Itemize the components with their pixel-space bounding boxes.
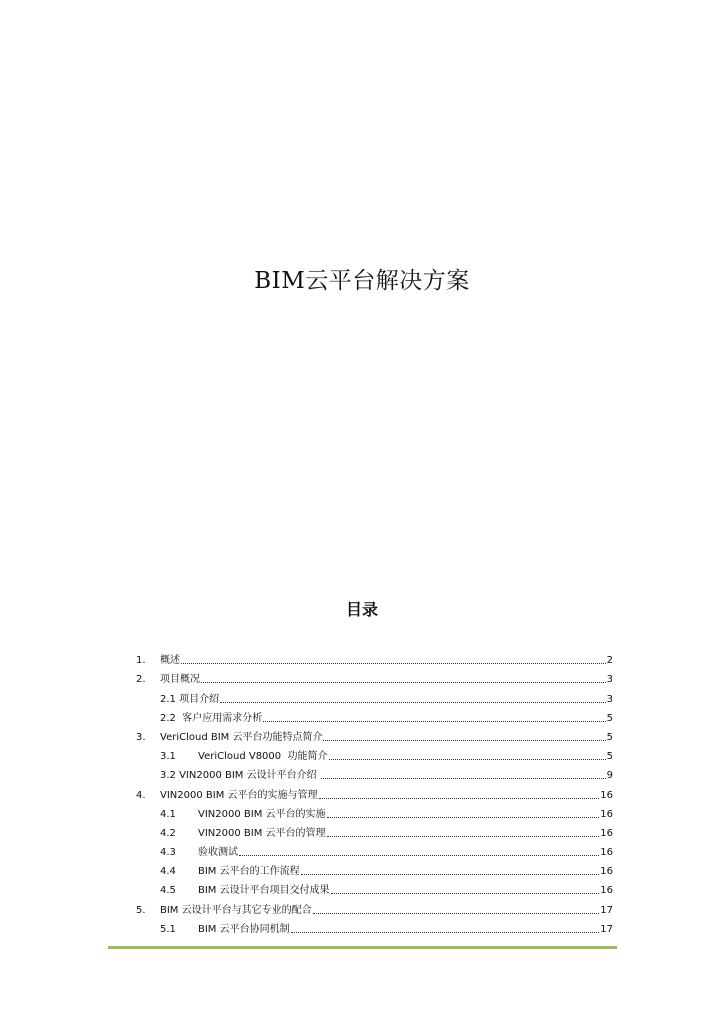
toc-entry-number: 4.5 (160, 885, 176, 897)
toc-entry[interactable] (136, 763, 613, 782)
toc-dot-leader (313, 912, 600, 914)
toc-entry-text: 2.2 客户应用需求分析 (160, 712, 263, 724)
toc-entry-page: 3 (606, 693, 613, 705)
toc-entry-text: VeriCloud V8000 功能简介 (198, 751, 328, 763)
toc-entry[interactable] (136, 725, 613, 744)
toc-entry-text: VIN2000 BIM 云平台的实施与管理 (160, 789, 318, 801)
toc-dot-leader (327, 835, 600, 837)
toc-dot-leader (301, 873, 600, 875)
toc-entry[interactable] (136, 706, 613, 725)
toc-entry-page: 17 (600, 904, 613, 916)
toc-entry-number: 3. (136, 731, 146, 743)
toc-dot-leader (220, 701, 606, 703)
document-title: BIM云平台解决方案 (254, 268, 470, 294)
toc-entry-page: 5 (606, 712, 613, 724)
toc-entry-text: 3.2 VIN2000 BIM 云设计平台介绍 (160, 770, 320, 782)
toc-dot-leader (201, 681, 606, 683)
toc-entry-number: 5. (136, 904, 146, 916)
toc-entry-page: 2 (606, 655, 613, 667)
toc-entry-page: 5 (606, 731, 613, 743)
toc-entry[interactable] (136, 667, 613, 686)
toc-entry-number: 2. (136, 674, 146, 686)
toc-dot-leader (323, 739, 605, 741)
toc-entry[interactable] (136, 782, 613, 801)
toc-entry[interactable] (136, 859, 613, 878)
toc-entry-text: VeriCloud BIM 云平台功能特点简介 (160, 731, 323, 743)
toc-dot-leader (327, 816, 600, 818)
toc-entry-text: BIM 云平台协同机制 (198, 923, 290, 935)
toc-entry-page: 16 (600, 808, 613, 820)
toc-entry-text: 项目概况 (160, 674, 200, 686)
toc-dot-leader (331, 892, 600, 894)
toc-entry-number: 4.4 (160, 866, 176, 878)
toc-entry[interactable] (136, 648, 613, 667)
toc-entry-number: 5.1 (160, 923, 176, 935)
toc-entry-number: 4.3 (160, 847, 176, 859)
toc-entry-page: 16 (600, 866, 613, 878)
toc-entry-text: 概述 (160, 655, 180, 667)
toc-entry[interactable] (136, 878, 613, 897)
toc-entry[interactable] (136, 917, 613, 936)
toc-entry-page: 3 (606, 674, 613, 686)
toc-entry-page: 17 (600, 923, 613, 935)
toc-entry[interactable] (136, 821, 613, 840)
toc-heading: 目录 (345, 600, 378, 619)
toc-entry[interactable] (136, 897, 613, 916)
toc-dot-leader (263, 720, 605, 722)
toc-entry[interactable] (136, 840, 613, 859)
toc-entry-page: 5 (606, 751, 613, 763)
toc-entry-number: 4. (136, 789, 146, 801)
toc-entry-number: 3.1 (160, 751, 176, 763)
toc-entry[interactable] (136, 686, 613, 705)
toc-entry-page: 9 (606, 770, 613, 782)
toc-dot-leader (239, 854, 599, 856)
toc-dot-leader (181, 662, 606, 664)
toc-dot-leader (321, 777, 606, 779)
toc-dot-leader (319, 797, 600, 799)
toc-entry[interactable] (136, 802, 613, 821)
toc-entry-text: 2.1 项目介绍 (160, 693, 220, 705)
toc-entry-number: 4.2 (160, 827, 176, 839)
toc-entry-number: 1. (136, 655, 146, 667)
toc-entry-text: BIM 云平台的工作流程 (198, 866, 300, 878)
toc-entry-number: 4.1 (160, 808, 176, 820)
toc-dot-leader (291, 931, 600, 933)
toc-dot-leader (329, 758, 606, 760)
toc-entry-page: 16 (600, 827, 613, 839)
toc-entry-text: VIN2000 BIM 云平台的管理 (198, 827, 326, 839)
toc-entry-text: BIM 云设计平台与其它专业的配合 (160, 904, 312, 916)
toc-entry-page: 16 (600, 847, 613, 859)
toc-entry-text: BIM 云设计平台项目交付成果 (198, 885, 330, 897)
toc-entry-page: 16 (600, 885, 613, 897)
toc-entry-page: 16 (600, 789, 613, 801)
toc-entry-text: VIN2000 BIM 云平台的实施 (198, 808, 326, 820)
toc-entry-text: 验收测试 (198, 847, 238, 859)
toc-entry[interactable] (136, 744, 613, 763)
footer-rule (108, 946, 617, 949)
table-of-contents (136, 648, 613, 936)
